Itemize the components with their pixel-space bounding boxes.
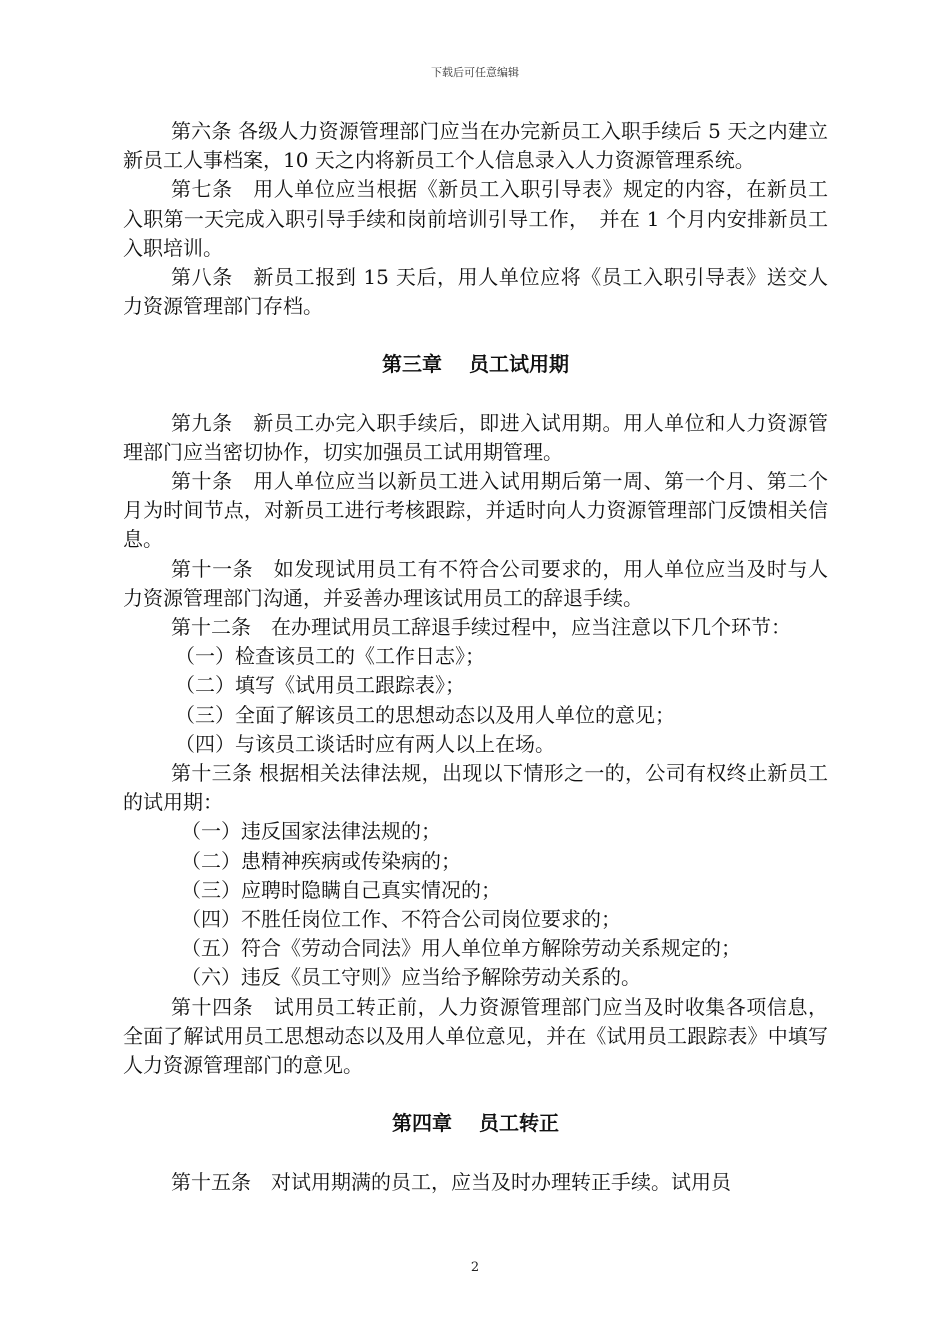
article-12-item: （二）填写《试用员工跟踪表》； (175, 673, 465, 698)
article-10: 第十条 用人单位应当以新员工进入试用期后第一周、第一个月、第二个月为时间节点，对新员工进行考核跟踪，并适时向人力资源管理部门反馈相关信息。 (123, 469, 828, 552)
document-body (123, 117, 828, 1197)
article-12-item: （三）全面了解该员工的思想动态以及用人单位的意见； (175, 702, 675, 727)
article-11: 第十一条 如发现试用员工有不符合公司要求的，用人单位应当及时与人力资源管理部门沟通，并妥善办理该试用员工的辞退手续。 (123, 556, 828, 610)
article-9: 第九条 新员工办完入职手续后，即进入试用期。用人单位和人力资源管理部门应当密切协作，切实加强员工试用期管理。 (123, 410, 828, 464)
article-7: 第七条 用人单位应当根据《新员工入职引导表》规定的内容，在新员工入职第一天完成入职引导手续和岗前培训引导工作， 并在 1 个月内安排新员工入职培训。 (123, 177, 828, 260)
article-13-item: （一）违反国家法律法规的； (181, 819, 441, 844)
article-13: 第十三条 根据相关法律法规，出现以下情形之一的，公司有权终止新员工的试用期： (123, 761, 828, 815)
page-header: 下载后可任意编辑 (431, 66, 519, 79)
article-6: 第六条 各级人力资源管理部门应当在办完新员工入职手续后 5 天之内建立新员工人事档案，10 天之内将新员工个人信息录入人力资源管理系统。 (123, 119, 828, 173)
article-13-item: （五）符合《劳动合同法》用人单位单方解除劳动关系规定的； (181, 936, 741, 961)
article-12-item: （四）与该员工谈话时应有两人以上在场。 (175, 731, 555, 756)
article-13-item: （二）患精神疾病或传染病的； (181, 848, 461, 873)
article-12-item: （一）检查该员工的《工作日志》； (175, 644, 485, 669)
article-13-item: （三）应聘时隐瞒自己真实情况的； (181, 877, 501, 902)
chapter-3-heading: 第三章 员工试用期 (382, 352, 569, 377)
article-13-item: （四）不胜任岗位工作、不符合公司岗位要求的； (181, 907, 621, 932)
article-12: 第十二条 在办理试用员工辞退手续过程中，应当注意以下几个环节： (171, 615, 791, 640)
chapter-4-heading: 第四章 员工转正 (392, 1111, 559, 1136)
article-14: 第十四条 试用员工转正前，人力资源管理部门应当及时收集各项信息，全面了解试用员工思想动态以及用人单位意见，并在《试用员工跟踪表》中填写人力资源管理部门的意见。 (123, 994, 828, 1078)
article-15: 第十五条 对试用期满的员工，应当及时办理转正手续。试用员 (171, 1169, 731, 1194)
article-13-item: （六）违反《员工守则》应当给予解除劳动关系的。 (181, 965, 641, 990)
page-number: 2 (470, 1260, 480, 1275)
article-8: 第八条 新员工报到 15 天后，用人单位应将《员工入职引导表》送交人力资源管理部门存档。 (123, 265, 828, 319)
